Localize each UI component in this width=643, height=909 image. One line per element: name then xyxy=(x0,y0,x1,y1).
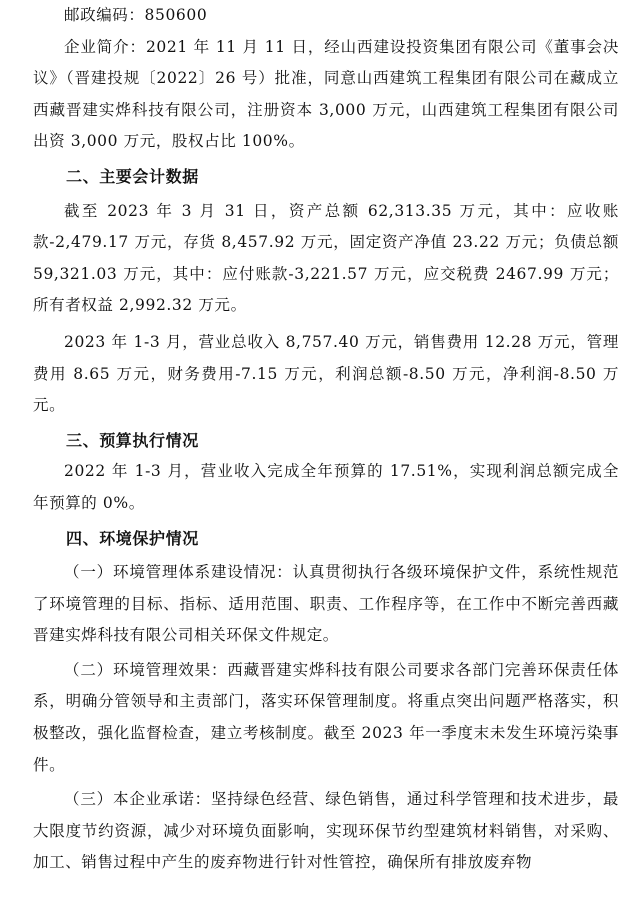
accounting-balance-paragraph: 截至 2023 年 3 月 31 日，资产总额 62,313.35 万元，其中：应收账款-2,479.17 万元，存货 8,457.92 万元，固定资产净值 23.22 万元；负债总额 59,321.03 万元，其中：应付账款-3,221.57 万元，应交税费 2467.99 万元；所有者权益 2,992.32 万元。 xyxy=(33,201,619,315)
postal-code-label: 邮政编码： xyxy=(64,6,145,24)
environment-system-paragraph: （一）环境管理体系建设情况：认真贯彻执行各级环境保护文件，系统性规范了环境管理的目标、指标、适用范围、职责、工作程序等，在工作中不断完善西藏晋建实烨科技有限公司相关环保文件规定。 xyxy=(33,563,619,645)
section-accounting-title: 二、主要会计数据 xyxy=(66,166,199,186)
section-environment-title: 四、环境保护情况 xyxy=(66,528,199,548)
section-budget-title: 三、预算执行情况 xyxy=(66,430,199,450)
accounting-income-paragraph: 2023 年 1-3 月，营业总收入 8,757.40 万元，销售费用 12.28 万元，管理费用 8.65 万元，财务费用-7.15 万元，利润总额-8.50 万元，净利润-8.50 万元。 xyxy=(33,332,619,415)
environment-effect-paragraph: （二）环境管理效果：西藏晋建实烨科技有限公司要求各部门完善环保责任体系，明确分管领导和主责部门，落实环保管理制度。将重点突出问题严格落实，积极整改，强化监督检查，建立考核制度。截至 2023 年一季度末未发生环境污染事件。 xyxy=(33,660,619,774)
company-profile: 企业简介：2021 年 11 月 11 日，经山西建设投资集团有限公司《董事会决议》（晋建投规〔2022〕26 号）批准，同意山西建筑工程集团有限公司在藏成立西藏晋建实烨科技有限公司，注册资本 3,000 万元，山西建筑工程集团有限公司出资 3,000 万元，股权占比 100%。 xyxy=(33,37,619,151)
budget-paragraph: 2022 年 1-3 月，营业收入完成全年预算的 17.51%，实现利润总额完成全年预算的 0%。 xyxy=(33,462,619,512)
postal-code-value: 850600 xyxy=(144,6,208,24)
postal-code-line xyxy=(33,0,619,32)
environment-commitment-paragraph: （三）本企业承诺：坚持绿色经营、绿色销售，通过科学管理和技术进步，最大限度节约资源，减少对环境负面影响，实现环保节约型建筑材料销售，对采购、加工、销售过程中产生的废弃物进行针对性管控，确保所有排放废弃物 xyxy=(33,790,619,872)
